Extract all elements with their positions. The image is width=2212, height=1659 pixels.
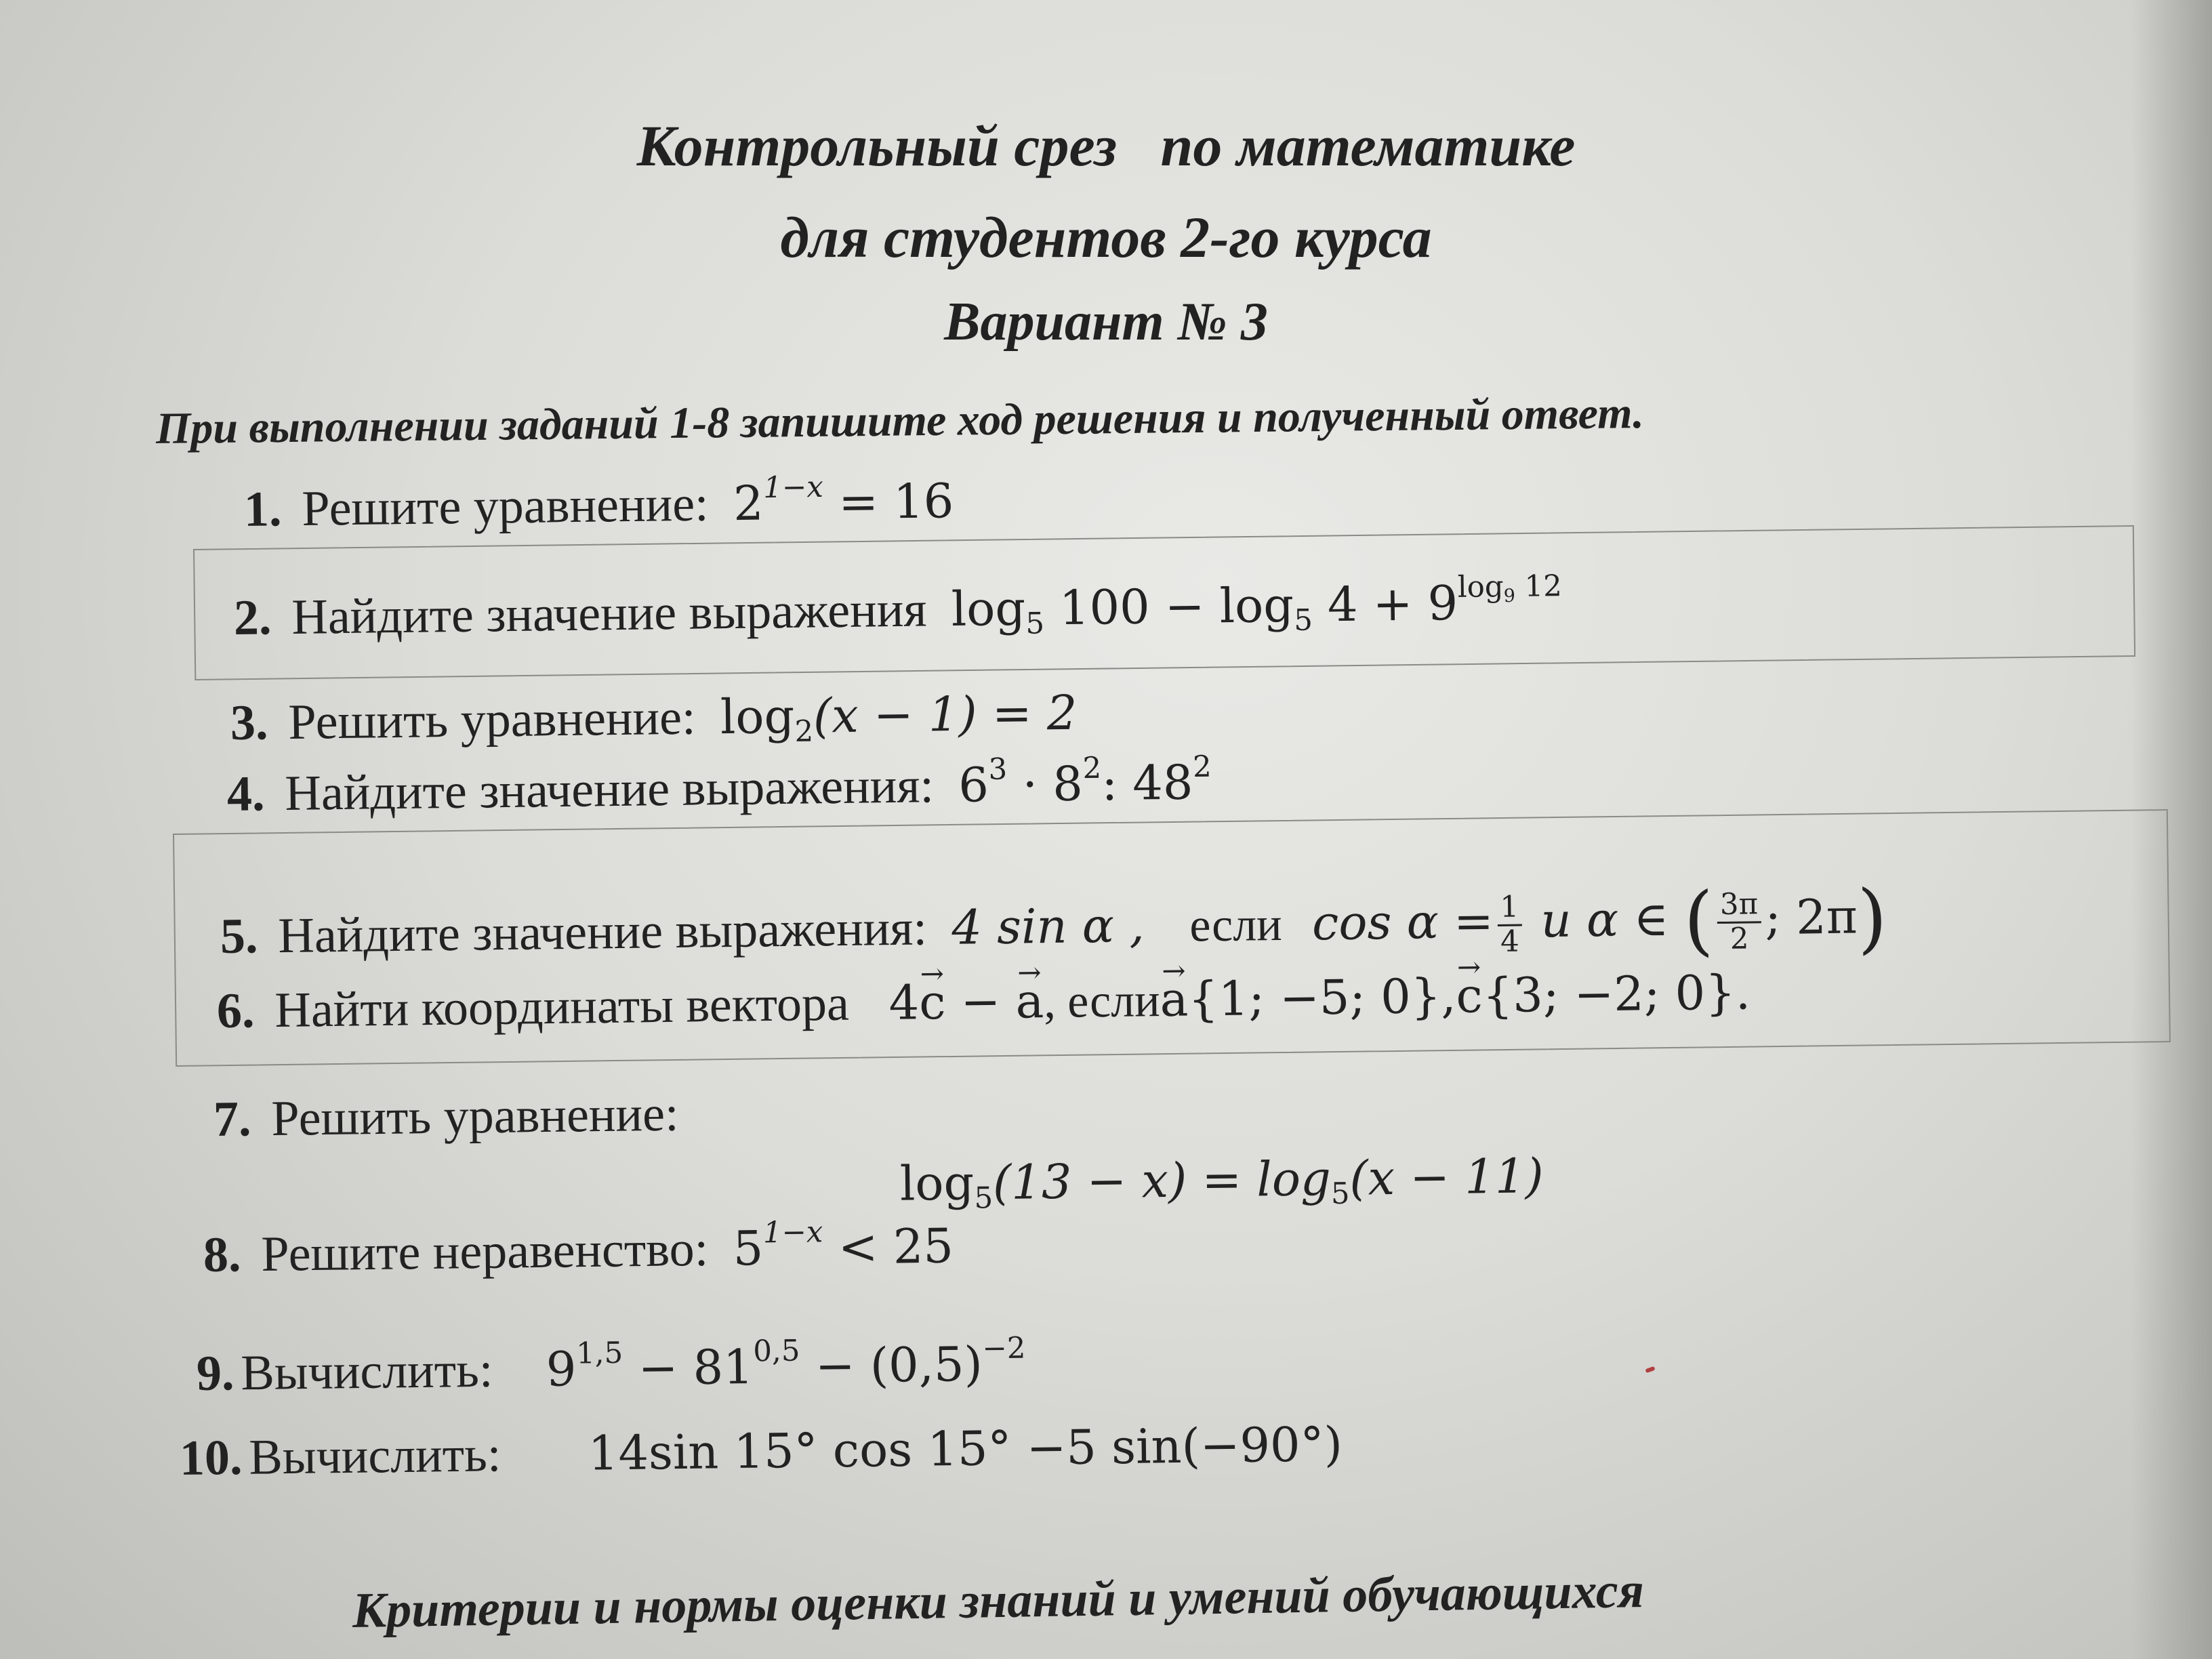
task-5-formula: 4 sin α , если cos α = $\frac{1}{4}$ и α ∈ ( $\frac{3\pi}{2}$ ; 2π) <box>951 874 1888 965</box>
task-number: 4. <box>226 766 265 822</box>
task-3-formula: $\log_2(x - 1) = 2$ <box>720 684 1078 749</box>
task-text: Решить уравнение: <box>270 1086 679 1147</box>
task-text: Найдите значение выражения <box>291 581 927 645</box>
task-9 <box>196 1331 1026 1403</box>
task-number: 9. <box>196 1345 234 1401</box>
task-9-formula: $9^{1,5} - 81^{0,5} - (0,5)^{-2}$ <box>546 1331 1026 1397</box>
task-text: Решите уравнение: <box>301 476 710 537</box>
task-text: Найдите значение выражения: <box>284 758 935 821</box>
vector-a: → a <box>1160 971 1189 1027</box>
task-7-formula: $\log_5(13 - x) = \log_5(x - 11)$ <box>899 1148 1544 1216</box>
title-line-2: для студентов 2-го курса <box>780 205 1432 270</box>
task-number: 2. <box>233 590 272 646</box>
task-4-formula: $6^3 \cdot 8^2$: $48^2$ <box>958 750 1212 813</box>
task-text: Вычислить: <box>248 1427 501 1486</box>
task-text: Найти координаты вектора <box>274 975 850 1038</box>
task-number: 1. <box>243 481 282 537</box>
task-1-formula: $2^{1-x} = 16$ <box>733 470 954 532</box>
vector-a: → a <box>1015 973 1044 1029</box>
title-line-1: Контрольный срез по математике <box>636 113 1576 178</box>
task-number: 3. <box>230 695 268 751</box>
task-8-formula: $5^{1-x} < 25$ <box>733 1215 954 1277</box>
variant-label: Вариант № 3 <box>944 292 1268 352</box>
task-2-formula: $\log_5 100 - \log_5 4 + 9^{log_9 12}$ <box>951 569 1563 641</box>
footer-heading: Критерии и нормы оценки знаний и умений обучающихся <box>352 1563 1645 1639</box>
task-6-formula: 4→ c − → a, если→ a{1; −5; 0},→ c{3; −2; 0}. <box>874 964 1751 1031</box>
task-1 <box>243 472 954 539</box>
task-text: Решите неравенство: <box>260 1221 709 1282</box>
task-4 <box>226 750 1212 823</box>
task-text: Вычислить: <box>240 1342 493 1401</box>
task-number: 7. <box>213 1091 251 1147</box>
task-number: 5. <box>220 908 258 965</box>
task-number: 8. <box>203 1227 241 1283</box>
task-number: 10. <box>179 1429 243 1486</box>
task-8 <box>203 1217 954 1284</box>
task-7 <box>213 1086 679 1149</box>
task-3 <box>230 684 1077 752</box>
vector-c: → c <box>1456 968 1483 1023</box>
instruction: При выполнении заданий 1-8 запишите ход решения и полученный ответ. <box>155 388 1645 453</box>
task-10-formula: 14sin 15° cos 15° −5 sin(−90°) <box>588 1416 1343 1481</box>
task-number: 6. <box>216 983 255 1039</box>
vector-c: → c <box>919 975 946 1030</box>
task-text: Решить уравнение: <box>287 689 696 750</box>
task-7-formula-line <box>887 1147 1544 1216</box>
task-text: Найдите значение выражения: <box>277 900 928 964</box>
